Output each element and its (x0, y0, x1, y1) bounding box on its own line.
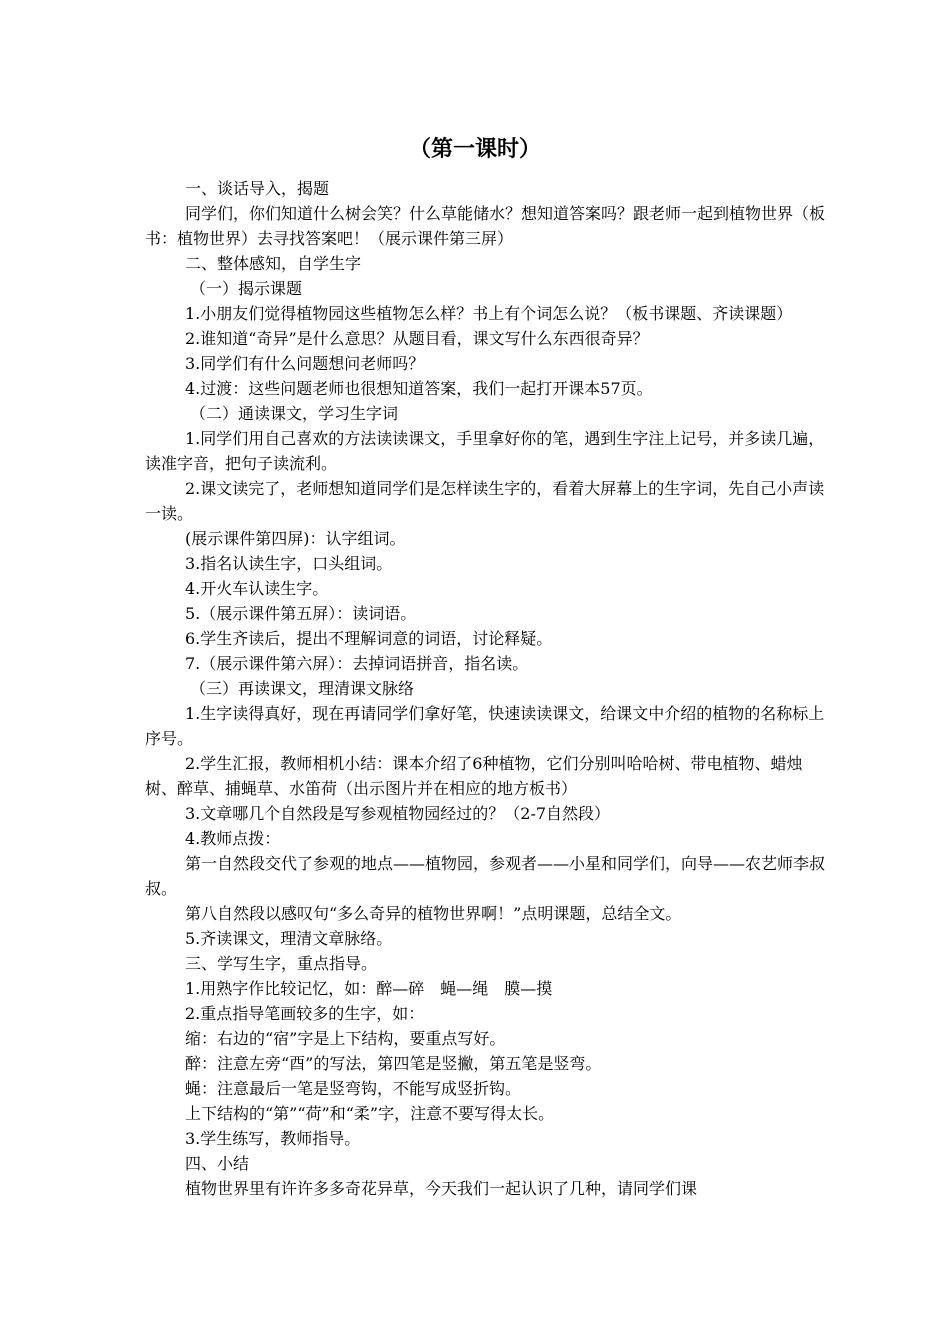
document-body (145, 176, 825, 1201)
paragraph: 上下结构的“第”“荷”和“柔”字，注意不要写得太长。 (185, 1104, 555, 1123)
paragraph: 5.齐读课文，理清文章脉络。 (185, 929, 393, 948)
paragraph: 醉：注意左旁“酉”的写法，第四笔是竖撇，第五笔是竖弯。 (185, 1054, 602, 1073)
paragraph: 同学们，你们知道什么树会笑？什么草能储水？想知道答案吗？跟老师一起到植物世界（板书：植物世界）去寻找答案吧！（展示课件第三屏） (145, 204, 826, 248)
paragraph: 第一自然段交代了参观的地点——植物园，参观者——小星和同学们，向导——农艺师李叔叔。 (145, 854, 826, 898)
paragraph: 蝇：注意最后一笔是竖弯钩，不能写成竖折钩。 (185, 1079, 522, 1098)
paragraph: 2.重点指导笔画较多的生字，如： (185, 1004, 425, 1023)
paragraph: 3.文章哪几个自然段是写参观植物园经过的？（2-7自然段） (185, 804, 611, 823)
paragraph: 6.学生齐读后，提出不理解词意的词语，讨论释疑。 (185, 629, 553, 648)
paragraph: 7.（展示课件第六屏）：去掉词语拼音，指名读。 (185, 654, 529, 673)
paragraph: 3.同学们有什么问题想问老师吗？ (185, 354, 425, 373)
paragraph: 缩：右边的“宿”字是上下结构，要重点写好。 (185, 1029, 506, 1048)
paragraph: 3.指名认读生字，口头组词。 (185, 554, 393, 573)
paragraph: （二）通读课文，学习生字词 (190, 404, 399, 423)
paragraph: 2.课文读完了，老师想知道同学们是怎样读生字的，看着大屏幕上的生字词，先自己小声读一读。 (145, 479, 825, 523)
paragraph: （一）揭示课题 (190, 279, 303, 298)
paragraph: 三、学写生字，重点指导。 (185, 954, 378, 973)
paragraph: 4.开火车认读生字。 (185, 579, 329, 598)
paragraph: 一、谈话导入，揭题 (185, 179, 330, 198)
paragraph: 第八自然段以感叹句“多么奇异的植物世界啊！”点明课题，总结全文。 (185, 904, 682, 923)
paragraph: 二、整体感知，自学生字 (185, 254, 362, 273)
paragraph: （三）再读课文，理清课文脉络 (190, 679, 415, 698)
paragraph: 2.谁知道“奇异”是什么意思？从题目看，课文写什么东西很奇异？ (185, 329, 649, 348)
paragraph: 四、小结 (185, 1154, 250, 1173)
lesson-title: （第一课时） (408, 137, 541, 162)
paragraph: 1.用熟字作比较记忆，如：醉—碎 蝇—绳 膜—摸 (185, 979, 553, 998)
paragraph: 1.生字读得真好，现在再请同学们拿好笔，快速读读课文，给课文中介绍的植物的名称标上序号。 (145, 704, 825, 748)
paragraph: 1.小朋友们觉得植物园这些植物怎么样？书上有个词怎么说？（板书课题、齐读课题） (185, 304, 793, 323)
paragraph: 4.过渡：这些问题老师也很想知道答案，我们一起打开课本57页。 (185, 379, 653, 398)
paragraph: 2.学生汇报，教师相机小结：课本介绍了6种植物，它们分别叫哈哈树、带电植物、蜡烛树、醉草、捕蝇草、水笛荷（出示图片并在相应的地方板书） (145, 754, 803, 798)
paragraph: 1.同学们用自己喜欢的方法读读课文，手里拿好你的笔，遇到生字注上记号，并多读几遍，读准字音，把句子读流利。 (145, 429, 825, 473)
paragraph: (展示课件第四屏)：认字组词。 (185, 529, 406, 548)
paragraph: 4.教师点拨： (185, 829, 281, 848)
paragraph: 植物世界里有许许多多奇花异草，今天我们一起认识了几种，请同学们课 (185, 1179, 698, 1198)
paragraph: 5.（展示课件第五屏）：读词语。 (185, 604, 417, 623)
paragraph: 3.学生练写，教师指导。 (185, 1129, 361, 1148)
